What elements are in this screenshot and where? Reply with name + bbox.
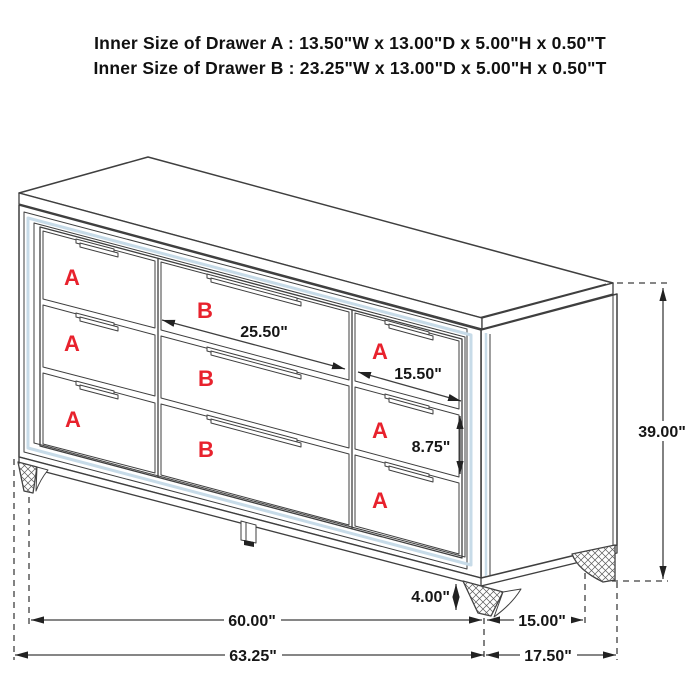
drawer-label-a6: A xyxy=(372,488,388,513)
dim-overall-height xyxy=(633,288,691,579)
dim-label: 60.00" xyxy=(228,613,276,630)
dim-label: 15.00" xyxy=(518,613,566,630)
dim-case-width xyxy=(31,610,482,630)
dim-leg-span-depth xyxy=(487,610,583,630)
drawer-a-inner-size-text: Inner Size of Drawer A : 13.50"W x 13.00"D x 5.00"H x 0.50"T xyxy=(94,33,606,53)
drawer-label-a2: A xyxy=(64,331,80,356)
drawer-label-a4: A xyxy=(372,339,388,364)
side-panel-face xyxy=(481,294,617,578)
dim-overall-depth xyxy=(486,645,616,665)
drawer-b-inner-size-text: Inner Size of Drawer B : 23.25"W x 13.00"D x 5.00"H x 0.50"T xyxy=(93,58,607,78)
dim-label: 4.00" xyxy=(411,589,450,606)
dim-label: 39.00" xyxy=(638,424,686,441)
dim-label: 63.25" xyxy=(229,648,277,665)
dim-label: 17.50" xyxy=(524,648,572,665)
drawer-label-a3: A xyxy=(65,407,81,432)
dim-label: 8.75" xyxy=(411,439,451,456)
drawer-label-b2: B xyxy=(198,366,214,391)
leg-middle xyxy=(241,521,256,547)
side-panel xyxy=(481,294,617,578)
drawer-label-a1: A xyxy=(64,265,80,290)
dim-leg-height xyxy=(411,584,456,610)
dim-label: 15.50" xyxy=(394,366,442,383)
leg-front-right xyxy=(463,581,521,617)
dim-label: 25.50" xyxy=(240,324,288,341)
leg-bracket xyxy=(36,467,48,491)
drawer-label-b1: B xyxy=(197,298,213,323)
drawer-label-a5: A xyxy=(372,418,388,443)
drawer-label-b3: B xyxy=(198,437,214,462)
dim-overall-width xyxy=(15,645,484,665)
